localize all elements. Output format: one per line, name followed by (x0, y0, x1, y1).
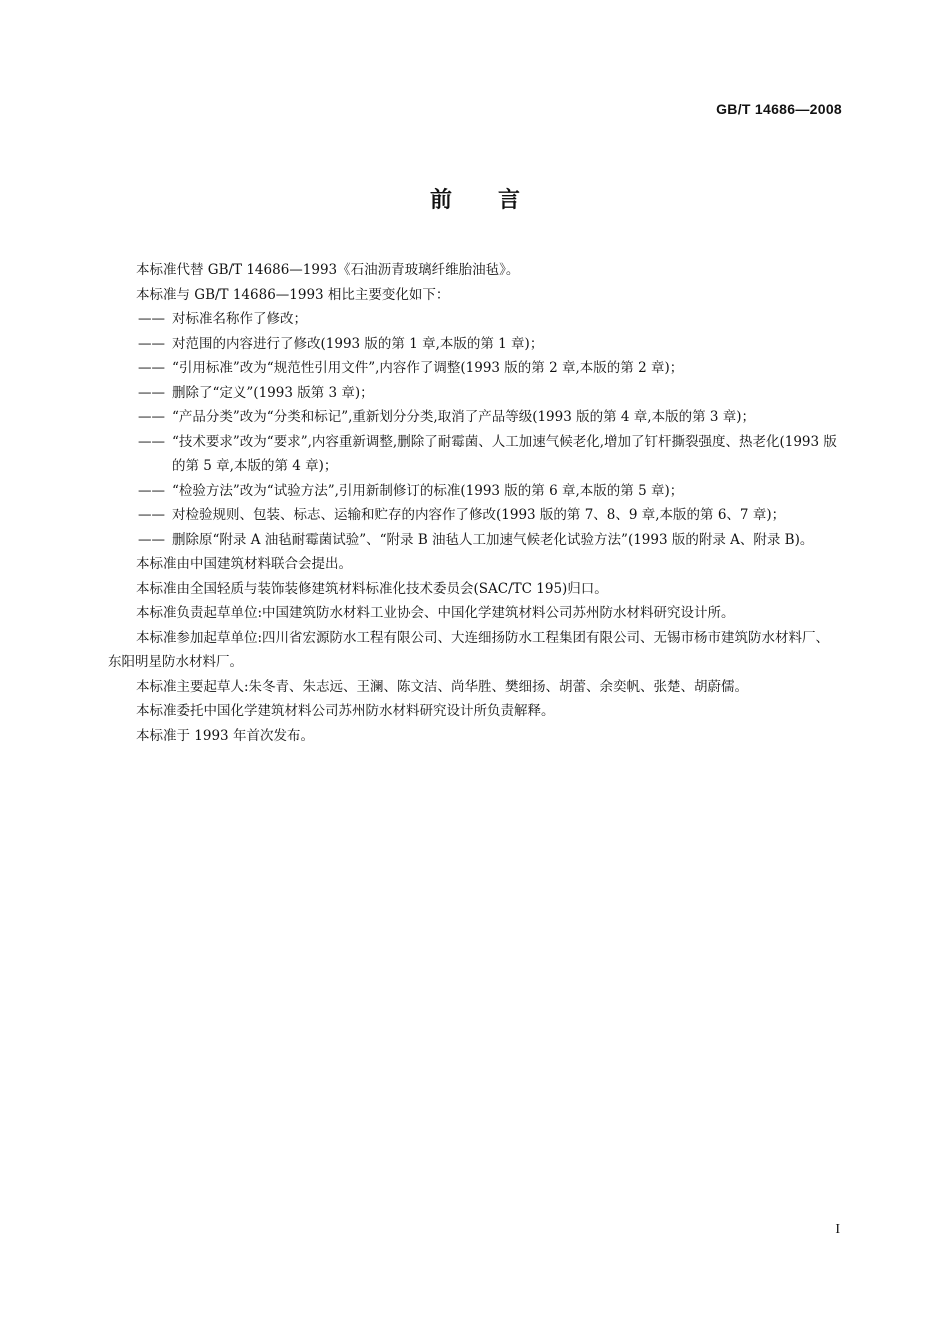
paragraph-drafters: 本标准主要起草人:朱冬青、朱志远、王澜、陈文洁、尚华胜、樊细扬、胡蕾、余奕帆、张楚、胡蔚儒。 (136, 678, 749, 695)
dash-marker: —— (138, 360, 165, 376)
bullet-item: —— 删除原“附录 A 油毡耐霉菌试验”、“附录 B 油毡人工加速气候老化试验方法”(1993 版的附录 A、附录 B)。 (108, 528, 842, 553)
paragraph-participating-units: 本标准参加起草单位:四川省宏源防水工程有限公司、大连细扬防水工程集团有限公司、无锡市杨市建筑防水材料厂、东阳明星防水材料厂。 (108, 629, 830, 670)
title-char-1: 前 (429, 188, 452, 213)
bullet-item: —— 对标准名称作了修改； (108, 307, 842, 332)
dash-marker: —— (138, 433, 165, 450)
document-body (108, 258, 842, 748)
paragraph-proposed-by: 本标准由中国建筑材料联合会提出。 (136, 556, 352, 572)
paragraph-interpretation: 本标准委托中国化学建筑材料公司苏州防水材料研究设计所负责解释。 (136, 703, 555, 719)
dash-marker: —— (138, 409, 165, 425)
bullet-item: —— “检验方法”改为“试验方法”,引用新制修订的标准(1993 版的第 6 章,本版的第 5 章)； (108, 479, 842, 504)
page-title (0, 183, 950, 214)
dash-marker: —— (138, 482, 165, 499)
dash-marker: —— (138, 384, 165, 401)
bullet-item: —— 删除了“定义”(1993 版第 3 章)； (108, 381, 842, 406)
bullet-item: —— “技术要求”改为“要求”,内容重新调整,删除了耐霉菌、人工加速气候老化,增加了钉杆撕裂强度、热老化(1993 版的第 5 章,本版的第 4 章)； (108, 430, 842, 479)
paragraph-replaces: 本标准代替 GB/T 14686—1993《石油沥青玻璃纤维胎油毡》。 (136, 262, 520, 278)
title-char-2: 言 (498, 188, 521, 213)
paragraph-first-issued: 本标准于 1993 年首次发布。 (136, 727, 314, 744)
document-id: GB/T 14686—2008 (716, 101, 842, 117)
bullet-item: —— “引用标准”改为“规范性引用文件”,内容作了调整(1993 版的第 2 章,本版的第 2 章)； (108, 356, 842, 381)
paragraph-changes-intro: 本标准与 GB/T 14686—1993 相比主要变化如下： (136, 286, 450, 303)
dash-marker: —— (138, 507, 165, 523)
bullet-item: —— “产品分类”改为“分类和标记”,重新划分分类,取消了产品等级(1993 版的第 4 章,本版的第 3 章)； (108, 405, 842, 430)
page-number: I (835, 1222, 840, 1237)
dash-marker: —— (138, 335, 165, 352)
paragraph-centralized-by: 本标准由全国轻质与装饰装修建筑材料标准化技术委员会(SAC/TC 195)归口。 (136, 580, 608, 597)
dash-marker: —— (138, 311, 165, 327)
dash-marker: —— (138, 531, 165, 548)
paragraph-drafting-units: 本标准负责起草单位:中国建筑防水材料工业协会、中国化学建筑材料公司苏州防水材料研究设计所。 (136, 605, 735, 621)
bullet-item: —— 对范围的内容进行了修改(1993 版的第 1 章,本版的第 1 章)； (108, 332, 842, 357)
bullet-item: —— 对检验规则、包装、标志、运输和贮存的内容作了修改(1993 版的第 7、8、9 章,本版的第 6、7 章)； (108, 503, 842, 528)
